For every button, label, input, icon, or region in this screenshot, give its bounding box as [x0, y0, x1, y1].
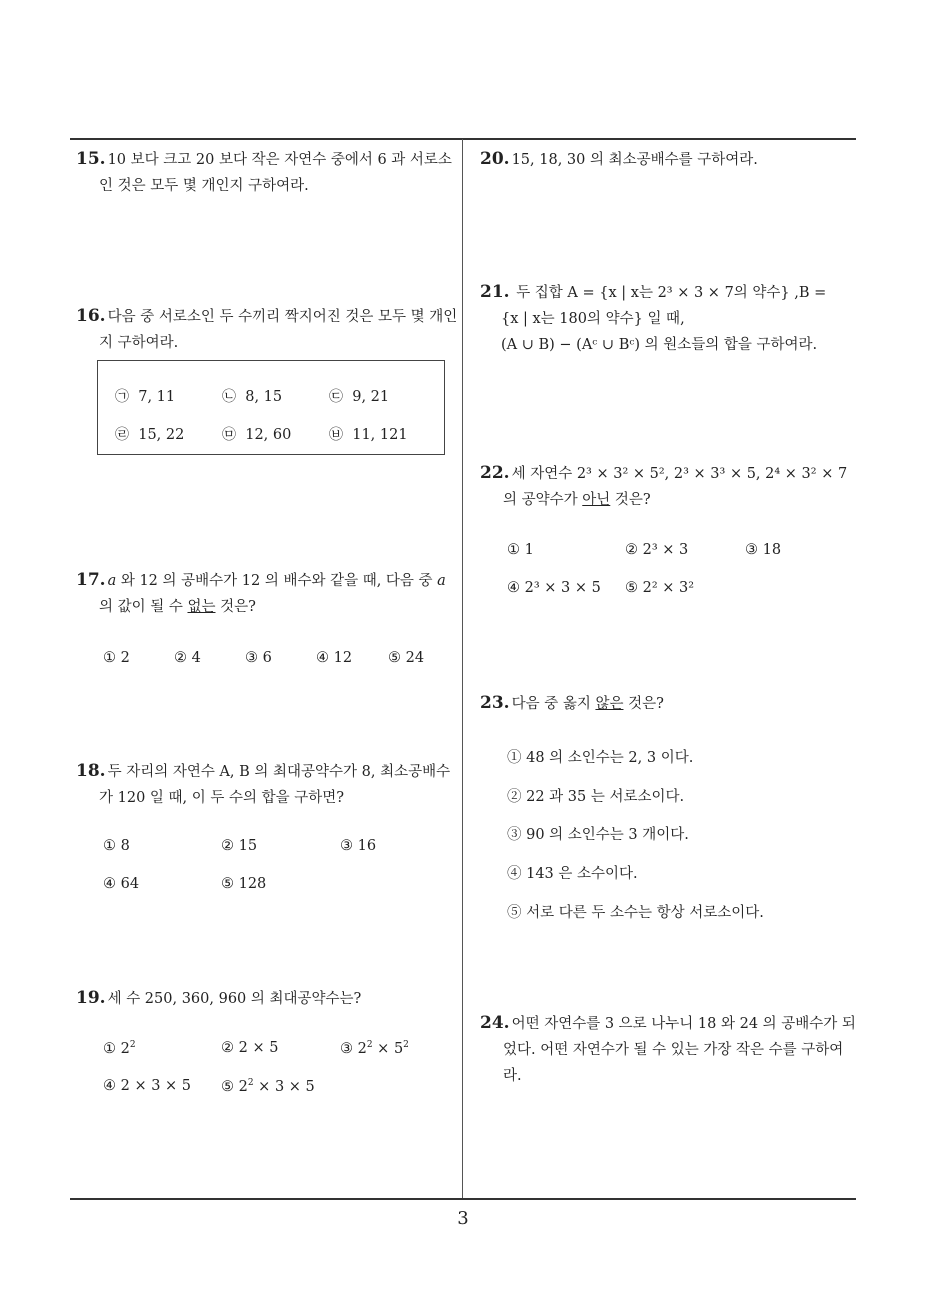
question-19 — [76, 985, 458, 1012]
choice-item: ㉡ 8, 15 — [222, 389, 283, 405]
option-1[interactable]: ① 1 — [507, 542, 534, 558]
choice-item: ㉠ 7, 11 — [115, 389, 176, 405]
option-1[interactable]: ① 48 의 소인수는 2, 3 이다. — [507, 750, 694, 766]
question-number: 19. — [76, 988, 106, 1008]
option-3[interactable]: ③ 90 의 소인수는 3 개이다. — [507, 827, 689, 843]
option-5[interactable]: ⑤ 24 — [388, 650, 425, 666]
question-number: 23. — [480, 693, 510, 713]
option-4[interactable]: ④ 12 — [316, 650, 353, 666]
question-text: 15, 18, 30 의 최소공배수를 구하여라. — [511, 152, 758, 168]
choice-item: ㉥ 11, 121 — [329, 427, 408, 443]
option-3[interactable]: ③ 18 — [745, 542, 782, 558]
question-text: 10 보다 크고 20 보다 작은 자연수 중에서 6 과 서로소인 것은 모두 몇 개인지 구하여라. — [99, 152, 452, 194]
option-5[interactable]: ⑤ $2^2 \times 3 \times 5$ — [221, 1078, 315, 1095]
option-3[interactable]: ③ 6 — [245, 650, 272, 666]
option-2[interactable]: ② 4 — [174, 650, 201, 666]
option-2[interactable]: ② 22 과 35 는 서로소이다. — [507, 789, 685, 805]
option-1[interactable]: ① 8 — [103, 838, 130, 854]
question-line: 두 집합 A = {x | x는 2³ × 3 × 7의 약수} ,B = — [516, 285, 827, 301]
question-line: {x | x는 180의 약수} 일 때, — [501, 311, 685, 327]
option-5[interactable]: ⑤ 서로 다른 두 소수는 항상 서로소이다. — [507, 905, 764, 921]
page-number: 3 — [457, 1208, 469, 1229]
option-4[interactable]: ④ 2³ × 3 × 5 — [507, 580, 601, 596]
question-line: (A ∪ B) − (Aᶜ ∪ Bᶜ) 의 원소들의 합을 구하여라. — [501, 337, 818, 353]
question-number: 16. — [76, 306, 106, 326]
option-4[interactable]: ④ 64 — [103, 876, 140, 892]
emphasis-underline: 아닌 — [582, 492, 611, 508]
question-text: 두 자리의 자연수 A, B 의 최대공약수가 8, 최소공배수가 120 일 때, 이 두 수의 합을 구하면? — [99, 764, 451, 806]
emphasis-underline: 않은 — [595, 696, 624, 712]
question-21 — [480, 279, 860, 358]
option-5[interactable]: ⑤ 128 — [221, 876, 267, 892]
question-16 — [76, 303, 458, 356]
column-divider — [462, 139, 463, 1199]
choice-item: ㉤ 12, 60 — [222, 427, 292, 443]
option-4[interactable]: ④ 2 × 3 × 5 — [103, 1078, 192, 1094]
question-20 — [480, 146, 860, 173]
option-3[interactable]: ③ $2^2 \times 5^2$ — [340, 1040, 409, 1057]
question-number: 22. — [480, 463, 510, 483]
question-text: 어떤 자연수를 3 으로 나누니 18 와 24 의 공배수가 되었다. 어떤 자연수가 될 수 있는 가장 작은 수를 구하여라. — [503, 1016, 856, 1084]
question-18 — [76, 758, 458, 811]
question-text: 세 수 250, 360, 960 의 최대공약수는? — [107, 991, 362, 1007]
question-number: 18. — [76, 761, 106, 781]
option-1[interactable]: ① $2^2$ — [103, 1040, 136, 1057]
emphasis-underline: 없는 — [187, 599, 216, 615]
question-22: 22. 세 자연수 2³ × 3² × 5², 2³ × 3³ × 5, 2⁴ × 3² × 7 의 공약수가 아닌 것은? — [480, 463, 848, 508]
option-1[interactable]: ① 2 — [103, 650, 130, 666]
option-2[interactable]: ② 2³ × 3 — [625, 542, 689, 558]
option-2[interactable]: ② 2 × 5 — [221, 1040, 279, 1056]
bottom-rule — [70, 1198, 856, 1200]
question-15 — [76, 146, 458, 199]
question-23: 23. 다음 중 옳지 않은 것은? — [480, 693, 664, 713]
question-number: 21. — [480, 282, 510, 302]
option-4[interactable]: ④ 143 은 소수이다. — [507, 866, 638, 882]
choice-item: ㉢ 9, 21 — [329, 389, 390, 405]
choice-item: ㉣ 15, 22 — [115, 427, 185, 443]
question-17: 17. a 와 12 의 공배수가 12 의 배수와 같을 때, 다음 중 a 의 값이 될 수 없는 것은? — [76, 570, 446, 615]
question-number: 15. — [76, 149, 106, 169]
option-3[interactable]: ③ 16 — [340, 838, 377, 854]
question-24 — [480, 1010, 860, 1089]
top-rule — [70, 138, 856, 140]
question-number: 20. — [480, 149, 510, 169]
question-number: 17. — [76, 570, 106, 590]
option-2[interactable]: ② 15 — [221, 838, 258, 854]
question-text: 다음 중 서로소인 두 수끼리 짝지어진 것은 모두 몇 개인지 구하여라. — [99, 309, 458, 351]
option-5[interactable]: ⑤ 2² × 3² — [625, 580, 695, 596]
question-number: 24. — [480, 1013, 510, 1033]
